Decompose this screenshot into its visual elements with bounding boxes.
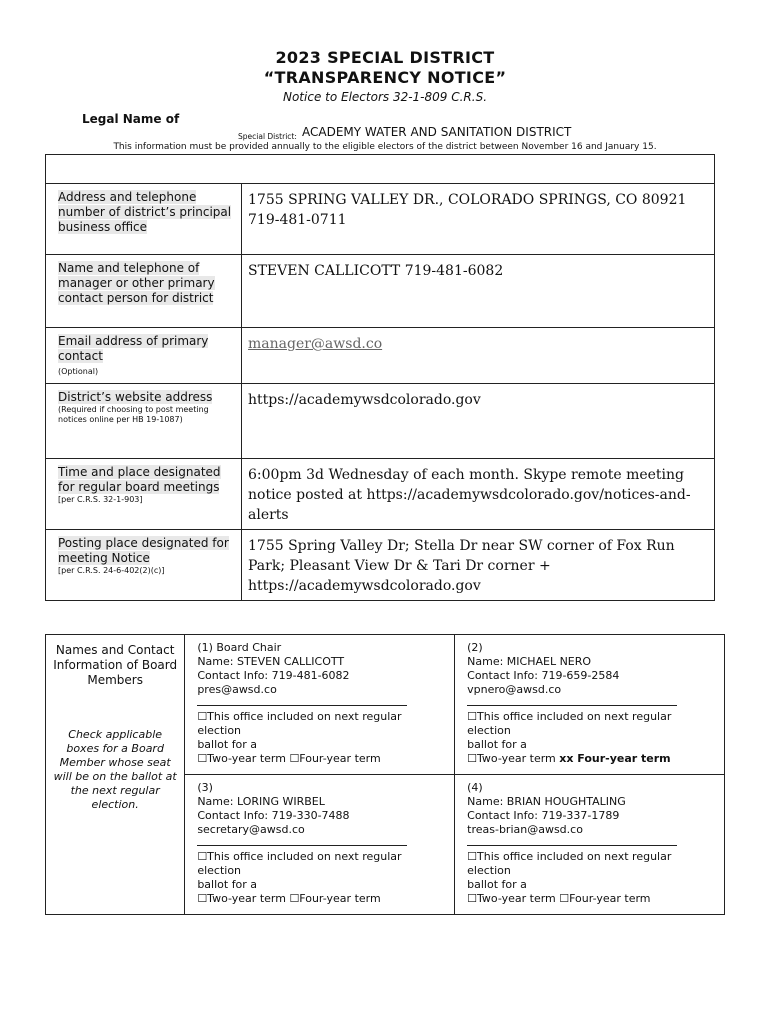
page-title-line2: “TRANSPARENCY NOTICE” bbox=[263, 68, 507, 87]
term-checkboxes[interactable]: ☐Two-year term ☐Four-year term bbox=[197, 752, 381, 765]
board-member-3 bbox=[185, 775, 455, 915]
board-member-4 bbox=[455, 775, 725, 915]
member-number: (4) bbox=[467, 781, 483, 794]
member-contact: Contact Info: 719-330-7488 bbox=[197, 809, 350, 822]
board-heading-cell bbox=[46, 635, 185, 915]
meetings-value: 6:00pm 3d Wednesday of each month. Skype remote meeting notice posted at https://academywsdcolorado.gov/notices-and-alerts bbox=[248, 467, 691, 523]
posting-value: 1755 Spring Valley Dr; Stella Dr near SW corner of Fox Run Park; Pleasant View Dr & Tari Dr corner + https://academywsdcolorado.gov bbox=[248, 538, 675, 594]
website-value: https://academywsdcolorado.gov bbox=[248, 392, 481, 408]
website-row bbox=[46, 384, 715, 459]
ballot-text: ballot for a bbox=[467, 738, 527, 751]
email-link[interactable]: manager@awsd.co bbox=[248, 336, 383, 352]
address-label: Address and telephone number of district’s principal business office bbox=[58, 190, 232, 234]
member-name: Name: MICHAEL NERO bbox=[467, 655, 592, 668]
email-row bbox=[46, 328, 715, 384]
member-contact: Contact Info: 719-659-2584 bbox=[467, 669, 620, 682]
member-number: (3) bbox=[197, 781, 213, 794]
website-required-note: (Required if choosing to post meeting notices online per HB 19-1087) bbox=[58, 405, 209, 424]
ballot-checkbox-line[interactable]: ☐This office included on next regular election bbox=[467, 710, 672, 737]
member-contact: Contact Info: 719-481-6082 bbox=[197, 669, 350, 682]
member-email: vpnero@awsd.co bbox=[467, 683, 562, 696]
meetings-row bbox=[46, 459, 715, 530]
page-title-line1: 2023 SPECIAL DISTRICT bbox=[275, 48, 495, 67]
manager-value: STEVEN CALLICOTT 719-481-6082 bbox=[248, 263, 504, 279]
website-label: District’s website address bbox=[58, 390, 213, 404]
member-email: pres@awsd.co bbox=[197, 683, 277, 696]
term-checkboxes[interactable]: ☐Two-year term ☐Four-year term bbox=[197, 892, 381, 905]
meetings-label: Time and place designated for regular board meetings bbox=[58, 465, 221, 494]
manager-row bbox=[46, 255, 715, 328]
address-row bbox=[46, 184, 715, 255]
page-subtitle: Notice to Electors 32-1-809 C.R.S. bbox=[282, 90, 488, 104]
signature-rule bbox=[467, 705, 677, 706]
term-checkboxes[interactable]: ☐Two-year term ☐Four-year term bbox=[467, 892, 651, 905]
address-value: 1755 SPRING VALLEY DR., COLORADO SPRINGS, CO 80921 bbox=[248, 192, 687, 208]
board-member-2 bbox=[455, 635, 725, 775]
member-name: Name: STEVEN CALLICOTT bbox=[197, 655, 345, 668]
board-ballot-note: Check applicable boxes for a Board Member whose seat will be on the ballot at the next regular election. bbox=[53, 728, 177, 811]
district-name: ACADEMY WATER AND SANITATION DISTRICT bbox=[302, 125, 572, 139]
signature-rule bbox=[197, 845, 407, 846]
member-email: secretary@awsd.co bbox=[197, 823, 305, 836]
ballot-checkbox-line[interactable]: ☐This office included on next regular election bbox=[467, 850, 672, 877]
phone-value: 719-481-0711 bbox=[248, 212, 347, 228]
ballot-checkbox-line[interactable]: ☐This office included on next regular election bbox=[197, 710, 402, 737]
email-optional-note: (Optional) bbox=[58, 367, 99, 376]
meetings-statute-note: [per C.R.S. 32-1-903] bbox=[58, 495, 143, 504]
special-district-label: Special District: bbox=[238, 132, 297, 141]
posting-label: Posting place designated for meeting Notice bbox=[58, 536, 229, 565]
member-name: Name: BRIAN HOUGHTALING bbox=[467, 795, 626, 808]
empty-header-row bbox=[46, 155, 715, 184]
member-contact: Contact Info: 719-337-1789 bbox=[467, 809, 620, 822]
board-heading: Names and Contact Information of Board Members bbox=[53, 643, 178, 687]
ballot-text: ballot for a bbox=[197, 738, 258, 751]
term-checkboxes[interactable] bbox=[467, 752, 712, 766]
four-year-term-checked[interactable]: xx Four-year term bbox=[559, 752, 671, 765]
ballot-text: ballot for a bbox=[467, 878, 527, 891]
ballot-checkbox-line[interactable]: ☐This office included on next regular election bbox=[197, 850, 402, 877]
member-email: treas-brian@awsd.co bbox=[467, 823, 583, 836]
provide-note: This information must be provided annually to the eligible electors of the district between November 16 and January 15. bbox=[113, 142, 657, 152]
email-label: Email address of primary contact bbox=[58, 334, 209, 363]
manager-label: Name and telephone of manager or other primary contact person for district bbox=[58, 261, 215, 305]
posting-statute-note: [per C.R.S. 24-6-402(2)(c)] bbox=[58, 566, 165, 575]
posting-row bbox=[46, 530, 715, 601]
ballot-text: ballot for a bbox=[197, 878, 258, 891]
member-number: (2) bbox=[467, 641, 483, 654]
two-year-term[interactable]: ☐Two-year term bbox=[467, 752, 560, 765]
board-members-table bbox=[45, 634, 725, 915]
signature-rule bbox=[467, 845, 677, 846]
member-name: Name: LORING WIRBEL bbox=[197, 795, 325, 808]
district-info-table bbox=[45, 154, 715, 601]
legal-name-label: Legal Name of bbox=[82, 112, 180, 126]
board-member-1 bbox=[185, 635, 455, 775]
member-number: (1) Board Chair bbox=[197, 641, 282, 654]
signature-rule bbox=[197, 705, 407, 706]
